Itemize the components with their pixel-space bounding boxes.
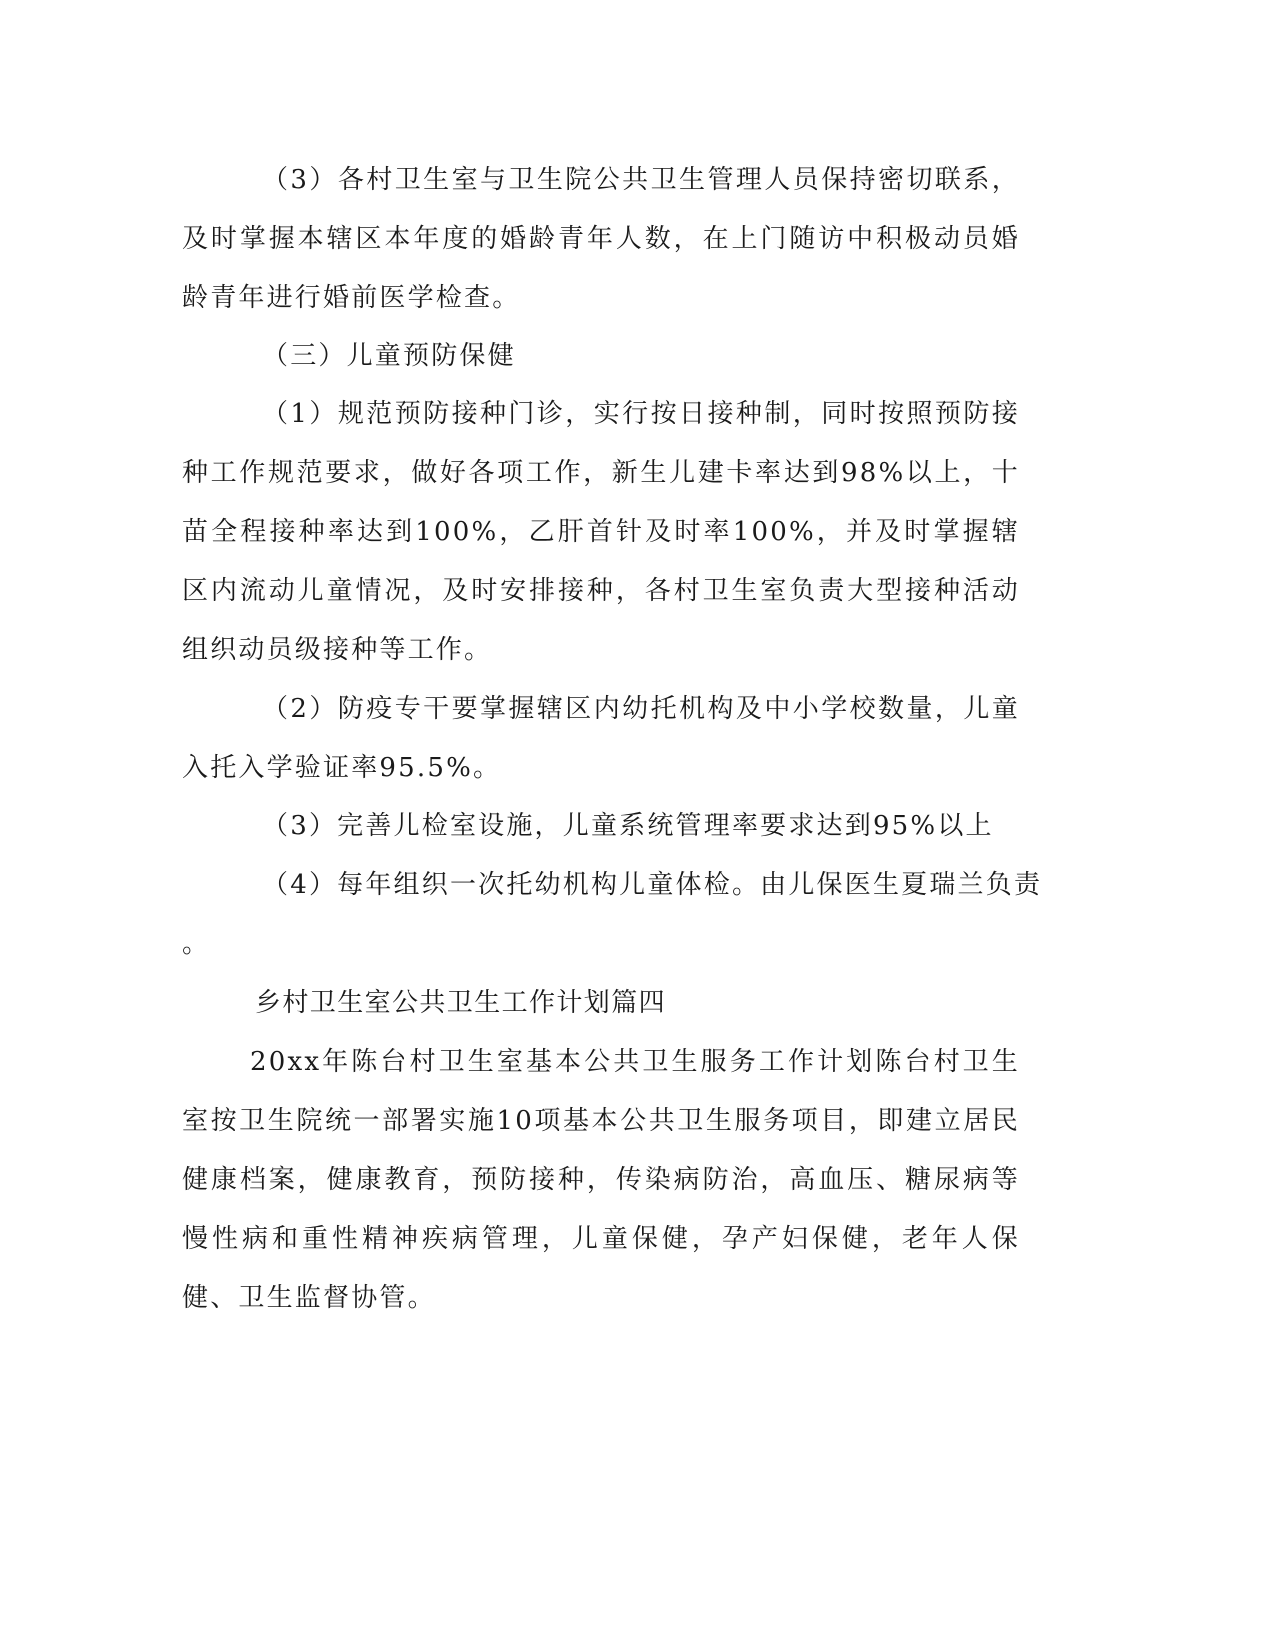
paragraph-premarital-checkup: （3）各村卫生室与卫生院公共卫生管理人员保持密切联系，及时掌握本辖区本年度的婚龄青年人数，在上门随访中积极动员婚龄青年进行婚前医学检查。 xyxy=(182,165,1020,313)
paragraph-kindergarten-verification: （2）防疫专干要掌握辖区内幼托机构及中小学校数量，儿童入托入学验证率95.5%。 xyxy=(182,694,1020,783)
section-heading-child-health: （三）儿童预防保健 xyxy=(262,341,516,371)
paragraph-public-health-plan: 20xx年陈台村卫生室基本公共卫生服务工作计划陈台村卫生室按卫生院统一部署实施10项基本公共卫生服务项目，即建立居民健康档案，健康教育，预防接种，传染病防治，高血压、糖尿病等慢性病和重性精神疾病管理，儿童保健，孕产妇保健，老年人保健、卫生监督协管。 xyxy=(182,1047,1020,1313)
paragraph-annual-checkup: （4）每年组织一次托幼机构儿童体检。由儿保医生夏瑞兰负责 xyxy=(262,870,1043,900)
paragraph-child-exam-room: （3）完善儿检室设施，儿童系统管理率要求达到95%以上 xyxy=(262,811,994,841)
section-title-plan-part-four: 乡村卫生室公共卫生工作计划篇四 xyxy=(255,988,667,1018)
paragraph-trailing-period: 。 xyxy=(182,929,211,959)
paragraph-vaccination-clinic: （1）规范预防接种门诊，实行按日接种制，同时按照预防接种工作规范要求，做好各项工作，新生儿建卡率达到98%以上，十苗全程接种率达到100%，乙肝首针及时率100%，并及时掌握辖区内流动儿童情况，及时安排接种，各村卫生室负责大型接种活动组织动员级接种等工作。 xyxy=(182,399,1020,665)
